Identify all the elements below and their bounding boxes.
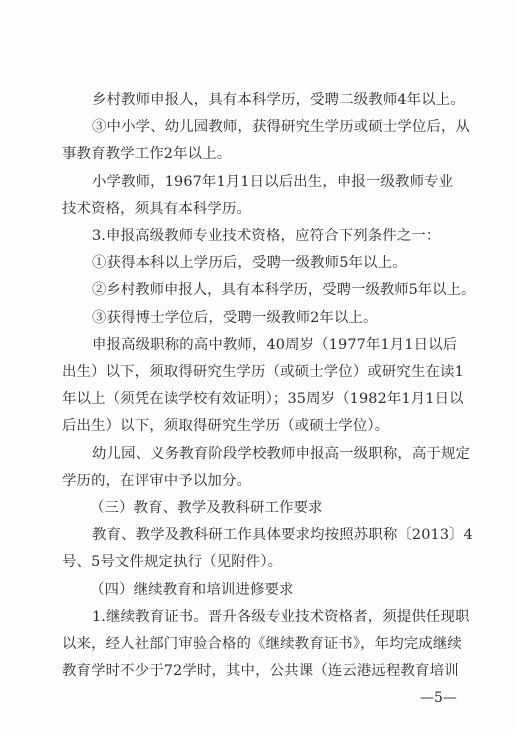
text-line-20: 1.继续教育证书。晋升各级专业技术资格者，须提供任现职 bbox=[92, 608, 470, 625]
text-line-5: 技术资格，须具有本科学历。 bbox=[62, 200, 252, 217]
text-line-13: 后出生）以下，须取得研究生学历（或硕士学位）。 bbox=[62, 418, 390, 435]
text-line-11: 出生）以下，须取得研究生学历（或硕士学位）或研究生在读1 bbox=[62, 364, 464, 380]
text-line-10: 申报高级职称的高中教师，40周岁（1977年1月1日以后 bbox=[92, 336, 458, 353]
text-line-1: 乡村教师申报人，具有本科学历，受聘二级教师4年以上。 bbox=[92, 92, 465, 108]
text-line-18: 号、5号文件规定执行（见附件）。 bbox=[62, 554, 283, 571]
text-line-12: 年以上（须凭在读学校有效证明）；35周岁（1982年1月1日以 bbox=[62, 391, 464, 408]
text-line-4: 小学教师，1967年1月1日以后出生，申报一级教师专业 bbox=[92, 173, 454, 190]
text-line-15: 学历的，在评审中予以加分。 bbox=[62, 472, 252, 489]
text-line-7: ①获得本科以上学历后，受聘一级教师5年以上。 bbox=[92, 255, 407, 272]
text-line-3: 事教育教学工作2年以上。 bbox=[62, 146, 232, 163]
text-line-9: ③获得博士学位后，受聘一级教师2年以上。 bbox=[92, 309, 378, 326]
text-line-22: 教育学时不少于72学时，其中，公共课（连云港远程教育培训 bbox=[62, 663, 459, 680]
page-number: —5— bbox=[420, 690, 457, 706]
section-heading-3: （三）教育、教学及教科研工作要求 bbox=[90, 500, 323, 516]
text-line-17: 教育、教学及教科研工作具体要求均按照苏职称〔2013〕4 bbox=[92, 527, 473, 544]
text-line-21: 以来，经人社部门审验合格的《继续教育证书》，年均完成继续 bbox=[62, 636, 462, 652]
text-line-2: ③中小学、幼儿园教师，获得研究生学历或硕士学位后，从 bbox=[92, 119, 471, 136]
text-line-14: 幼儿园、义务教育阶段学校教师申报高一级职称，高于规定 bbox=[92, 445, 471, 462]
text-line-8: ②乡村教师申报人，具有本科学历，受聘一级教师5年以上。 bbox=[92, 282, 476, 299]
text-line-6: 3.申报高级教师专业技术资格，应符合下列条件之一： bbox=[92, 228, 441, 244]
section-heading-4: （四）继续教育和培训进修要求 bbox=[90, 581, 294, 598]
